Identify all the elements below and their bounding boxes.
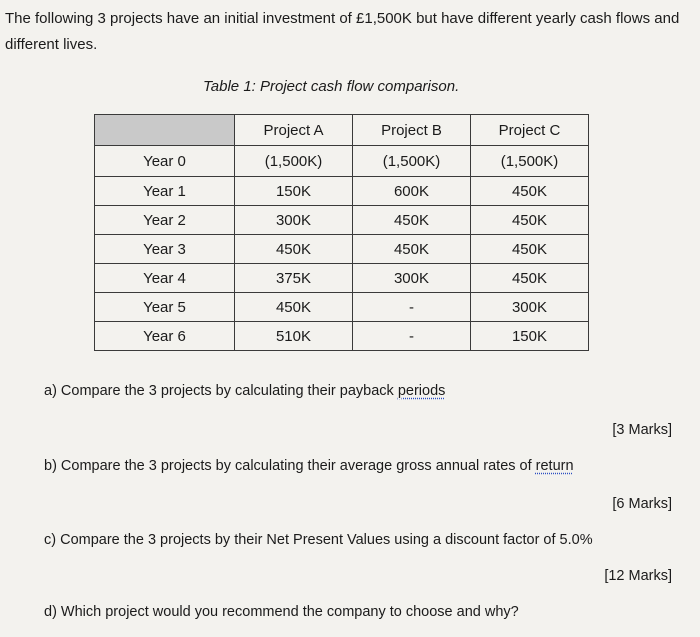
table-row xyxy=(95,146,589,177)
cash-flow-cell: 300K xyxy=(235,206,353,235)
question-a xyxy=(44,383,445,399)
cash-flow-cell: 300K xyxy=(353,264,471,293)
question-a-marks: [3 Marks] xyxy=(612,422,672,438)
header-corner-cell xyxy=(95,115,235,146)
cash-flow-cell: 375K xyxy=(235,264,353,293)
cash-flow-cell: 450K xyxy=(235,293,353,322)
question-a-link-word: periods xyxy=(397,383,446,399)
question-a-text: a) Compare the 3 projects by calculating their payback xyxy=(44,383,398,399)
cash-flow-cell: 150K xyxy=(471,322,589,351)
table-caption: Table 1: Project cash flow comparison. xyxy=(203,78,460,95)
cash-flow-cell: 300K xyxy=(471,293,589,322)
year-cell: Year 4 xyxy=(95,264,235,293)
question-b-link-word: return xyxy=(535,458,574,474)
question-b-text: b) Compare the 3 projects by calculating their average gross annual rates of xyxy=(44,458,536,474)
question-b xyxy=(44,458,574,474)
table-row xyxy=(95,264,589,293)
cash-flow-cell: 510K xyxy=(235,322,353,351)
table-header-row xyxy=(95,115,589,146)
cash-flow-cell: 450K xyxy=(471,264,589,293)
question-d-text: d) Which project would you recommend the company to choose and why? xyxy=(44,604,519,620)
year-cell: Year 3 xyxy=(95,235,235,264)
table-row xyxy=(95,322,589,351)
question-c-text: c) Compare the 3 projects by their Net Present Values using a discount factor of 5.0% xyxy=(44,532,593,548)
question-c-marks: [12 Marks] xyxy=(604,568,672,584)
question-b-marks: [6 Marks] xyxy=(612,496,672,512)
cash-flow-cell: 600K xyxy=(353,177,471,206)
cash-flow-cell: 450K xyxy=(353,206,471,235)
cash-flow-cell: 450K xyxy=(471,235,589,264)
cash-flow-cell: 450K xyxy=(235,235,353,264)
cash-flow-cell: 450K xyxy=(471,206,589,235)
year-cell: Year 6 xyxy=(95,322,235,351)
intro-paragraph: The following 3 projects have an initial investment of £1,500K but have different yearly cash flows and different lives. xyxy=(5,10,680,53)
cash-flow-cell: - xyxy=(353,322,471,351)
table-row xyxy=(95,206,589,235)
cash-flow-cell: 450K xyxy=(353,235,471,264)
question-d xyxy=(44,604,519,620)
year-cell: Year 1 xyxy=(95,177,235,206)
header-project-c: Project C xyxy=(471,115,589,146)
cash-flow-table xyxy=(94,114,589,351)
table-row xyxy=(95,293,589,322)
cash-flow-cell: - xyxy=(353,293,471,322)
table-row xyxy=(95,177,589,206)
year-cell: Year 5 xyxy=(95,293,235,322)
cash-flow-cell: (1,500K) xyxy=(353,146,471,177)
question-c xyxy=(44,532,593,548)
cash-flow-cell: (1,500K) xyxy=(471,146,589,177)
cash-flow-cell: (1,500K) xyxy=(235,146,353,177)
table-row xyxy=(95,235,589,264)
year-cell: Year 2 xyxy=(95,206,235,235)
cash-flow-cell: 150K xyxy=(235,177,353,206)
header-project-b: Project B xyxy=(353,115,471,146)
header-project-a: Project A xyxy=(235,115,353,146)
cash-flow-cell: 450K xyxy=(471,177,589,206)
year-cell: Year 0 xyxy=(95,146,235,177)
